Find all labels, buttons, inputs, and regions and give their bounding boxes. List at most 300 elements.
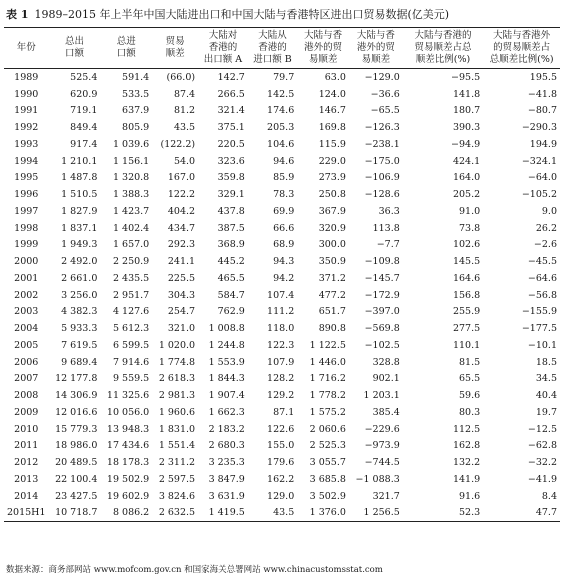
value-cell: (122.2): [160, 138, 196, 150]
value-cell: 122.6: [267, 423, 295, 435]
column-header: 大陆与香港外 的贸易顺差占 总顺差比例(%): [489, 30, 554, 65]
value-cell: 1 039.6: [112, 138, 150, 150]
year-cell: 1999: [14, 239, 39, 251]
value-cell: 1 388.3: [112, 189, 150, 201]
value-cell: −102.5: [364, 339, 400, 351]
column-header: 大陆对 香港的 出口额 A: [203, 30, 243, 65]
value-cell: 118.0: [267, 323, 295, 335]
value-cell: 169.8: [318, 122, 346, 134]
value-cell: 229.0: [318, 155, 346, 167]
value-cell: 129.2: [267, 390, 295, 402]
value-cell: 6 599.5: [112, 339, 150, 351]
header-row: [4, 28, 560, 69]
value-cell: 115.9: [318, 138, 346, 150]
value-cell: 2 661.0: [61, 272, 98, 284]
value-cell: −177.5: [521, 323, 557, 335]
value-cell: 533.5: [122, 88, 150, 100]
value-cell: −94.9: [451, 138, 481, 150]
year-cell: 1998: [14, 222, 39, 234]
value-cell: 321.4: [217, 105, 245, 117]
value-cell: 18 178.3: [106, 457, 150, 469]
value-cell: 1 510.5: [61, 189, 98, 201]
value-cell: 7 619.5: [61, 339, 98, 351]
value-cell: 1 419.5: [208, 507, 245, 519]
value-cell: 225.5: [167, 272, 196, 284]
value-cell: 1 716.2: [309, 373, 346, 385]
year-cell: 2000: [14, 256, 39, 268]
value-cell: 141.8: [452, 88, 481, 100]
value-cell: 220.5: [217, 138, 245, 150]
value-cell: 167.0: [167, 172, 196, 184]
year-cell: 2014: [14, 490, 39, 502]
value-cell: 1 402.4: [112, 222, 150, 234]
value-cell: 68.9: [273, 239, 295, 251]
value-cell: −175.0: [364, 155, 400, 167]
value-cell: 102.6: [452, 239, 481, 251]
value-cell: 1 662.3: [208, 406, 245, 418]
year-cell: 1990: [14, 88, 39, 100]
value-cell: 1 837.1: [61, 222, 98, 234]
value-cell: 85.9: [273, 172, 295, 184]
value-cell: 141.9: [452, 473, 481, 485]
table-row: [4, 337, 560, 354]
value-cell: 195.5: [529, 71, 557, 83]
value-cell: 2 311.2: [158, 457, 196, 469]
value-cell: −2.6: [533, 239, 557, 251]
value-cell: 43.5: [273, 507, 295, 519]
value-cell: 1 831.0: [158, 423, 196, 435]
table-row: [4, 253, 560, 270]
value-cell: 113.8: [372, 222, 400, 234]
value-cell: 304.3: [167, 289, 196, 301]
value-cell: 162.2: [267, 473, 295, 485]
year-cell: 2012: [14, 457, 39, 469]
value-cell: 81.5: [459, 356, 481, 368]
value-cell: 4 127.6: [112, 306, 150, 318]
value-cell: −569.8: [364, 323, 400, 335]
value-cell: 3 235.3: [208, 457, 245, 469]
value-cell: 205.3: [267, 122, 295, 134]
value-cell: 2 618.3: [158, 373, 196, 385]
value-cell: 719.1: [70, 105, 98, 117]
value-cell: 350.9: [318, 256, 346, 268]
year-cell: 1997: [14, 205, 39, 217]
column-header: 总进 口额: [116, 36, 136, 59]
value-cell: 890.8: [318, 323, 346, 335]
value-cell: 2 680.3: [208, 440, 245, 452]
value-cell: 19 502.9: [106, 473, 150, 485]
value-cell: 1 553.9: [208, 356, 245, 368]
value-cell: 142.5: [267, 88, 295, 100]
year-cell: 2009: [14, 406, 39, 418]
value-cell: 52.3: [459, 507, 481, 519]
value-cell: 69.9: [273, 205, 295, 217]
value-cell: 66.6: [273, 222, 295, 234]
table-row: [4, 186, 560, 203]
value-cell: 59.6: [459, 390, 481, 402]
value-cell: 1 778.2: [309, 390, 346, 402]
value-cell: −172.9: [364, 289, 400, 301]
value-cell: 2 632.5: [158, 507, 196, 519]
value-cell: 91.6: [459, 490, 481, 502]
year-cell: 2002: [14, 289, 39, 301]
value-cell: 1 008.8: [208, 323, 245, 335]
value-cell: 424.1: [452, 155, 481, 167]
value-cell: −155.9: [521, 306, 557, 318]
value-cell: −12.5: [527, 423, 557, 435]
year-cell: 2005: [14, 339, 39, 351]
table-row: [4, 203, 560, 220]
value-cell: −56.8: [527, 289, 557, 301]
year-cell: 1993: [14, 138, 39, 150]
value-cell: 5 612.3: [112, 323, 150, 335]
value-cell: 7 914.6: [112, 356, 150, 368]
value-cell: 255.9: [452, 306, 481, 318]
value-cell: 2 060.6: [309, 423, 346, 435]
value-cell: 63.0: [324, 71, 346, 83]
value-cell: (66.0): [166, 71, 196, 83]
table-header: [4, 28, 560, 69]
value-cell: 387.5: [217, 222, 245, 234]
value-cell: −129.0: [364, 71, 400, 83]
value-cell: 26.2: [535, 222, 557, 234]
value-cell: −62.8: [527, 440, 557, 452]
value-cell: 437.8: [217, 205, 245, 217]
table-row: [4, 103, 560, 120]
table-row: [4, 287, 560, 304]
value-cell: −229.6: [364, 423, 400, 435]
year-cell: 2013: [14, 473, 39, 485]
value-cell: 637.9: [122, 105, 150, 117]
value-cell: −32.2: [527, 457, 557, 469]
value-cell: 390.3: [452, 122, 481, 134]
value-cell: 917.4: [70, 138, 98, 150]
value-cell: 73.8: [459, 222, 481, 234]
value-cell: 156.8: [452, 289, 481, 301]
value-cell: 94.2: [273, 272, 295, 284]
value-cell: 1 122.5: [309, 339, 346, 351]
value-cell: 1 423.7: [112, 205, 150, 217]
year-cell: 2007: [14, 373, 39, 385]
year-cell: 2008: [14, 390, 39, 402]
value-cell: 3 631.9: [208, 490, 245, 502]
value-cell: −106.9: [364, 172, 400, 184]
table-body: [4, 69, 560, 522]
value-cell: 3 055.7: [309, 457, 346, 469]
value-cell: 1 774.8: [158, 356, 196, 368]
value-cell: 477.2: [318, 289, 346, 301]
value-cell: −65.5: [370, 105, 400, 117]
value-cell: −238.1: [364, 138, 400, 150]
value-cell: 65.5: [459, 373, 481, 385]
value-cell: 19 602.9: [106, 490, 150, 502]
value-cell: 87.4: [173, 88, 196, 100]
value-cell: 375.1: [217, 122, 245, 134]
data-source-note: 数据来源：商务部网站 www.mofcom.gov.cn 和国家海关总署网站 www.chinacustomsstat.com: [6, 565, 383, 575]
value-cell: 122.3: [267, 339, 295, 351]
table-row: [4, 153, 560, 170]
value-cell: −128.6: [364, 189, 400, 201]
column-header: 总出 口额: [64, 36, 84, 59]
column-header: 大陆与香港的 贸易顺差占总 顺差比例(%): [414, 30, 472, 65]
value-cell: 23 427.5: [55, 490, 98, 502]
value-cell: 94.6: [273, 155, 295, 167]
value-cell: 145.5: [452, 256, 481, 268]
year-cell: 2015H1: [7, 507, 46, 519]
value-cell: 1 210.1: [61, 155, 98, 167]
value-cell: −109.8: [364, 256, 400, 268]
value-cell: 122.2: [167, 189, 196, 201]
value-cell: 445.2: [217, 256, 245, 268]
value-cell: −64.6: [527, 272, 557, 284]
value-cell: 11 325.6: [106, 390, 150, 402]
column-header: 年份: [16, 42, 36, 53]
value-cell: 2 951.7: [112, 289, 150, 301]
value-cell: 320.9: [318, 222, 346, 234]
table-caption: [6, 6, 449, 22]
value-cell: 2 435.5: [112, 272, 150, 284]
year-cell: 1994: [14, 155, 39, 167]
value-cell: 254.7: [167, 306, 196, 318]
value-cell: 13 948.3: [106, 423, 150, 435]
value-cell: −95.5: [451, 71, 481, 83]
value-cell: 80.3: [459, 406, 481, 418]
value-cell: 1 020.0: [158, 339, 196, 351]
year-cell: 1996: [14, 189, 39, 201]
value-cell: −7.7: [376, 239, 400, 251]
value-cell: 1 827.9: [61, 205, 98, 217]
value-cell: 34.5: [535, 373, 557, 385]
value-cell: 323.6: [217, 155, 245, 167]
value-cell: 385.4: [372, 406, 400, 418]
value-cell: 40.4: [535, 390, 557, 402]
value-cell: 1 156.1: [112, 155, 150, 167]
table-row: [4, 505, 560, 522]
value-cell: 3 256.0: [61, 289, 98, 301]
value-cell: 620.9: [70, 88, 98, 100]
table-title: 1989–2015 年上半年中国大陆进出口和中国大陆与香港特区进出口贸易数据(亿美元): [34, 8, 450, 21]
value-cell: −290.3: [521, 122, 557, 134]
value-cell: 902.1: [372, 373, 400, 385]
year-cell: 2006: [14, 356, 39, 368]
value-cell: −973.9: [364, 440, 400, 452]
value-cell: 9.0: [541, 205, 557, 217]
value-cell: 1 551.4: [158, 440, 196, 452]
value-cell: 91.0: [459, 205, 481, 217]
value-cell: 329.1: [217, 189, 245, 201]
value-cell: 805.9: [122, 122, 150, 134]
value-cell: 124.0: [318, 88, 346, 100]
value-cell: 3 847.9: [208, 473, 245, 485]
column-header: 大陆与香 港外的贸 易顺差: [356, 30, 395, 65]
value-cell: 17 434.6: [106, 440, 150, 452]
value-cell: 78.3: [273, 189, 295, 201]
value-cell: 94.3: [273, 256, 295, 268]
table-number: 表 1: [6, 8, 29, 21]
value-cell: 5 933.3: [61, 323, 98, 335]
year-cell: 1989: [14, 71, 39, 83]
value-cell: 79.7: [273, 71, 295, 83]
value-cell: 142.7: [217, 71, 245, 83]
table-row: [4, 320, 560, 337]
value-cell: 2 525.3: [309, 440, 346, 452]
value-cell: 22 100.4: [55, 473, 98, 485]
value-cell: 107.4: [267, 289, 295, 301]
value-cell: 2 183.2: [208, 423, 245, 435]
value-cell: −1 088.3: [355, 473, 400, 485]
value-cell: 87.1: [273, 406, 295, 418]
table-row: [4, 354, 560, 371]
table-row: [4, 421, 560, 438]
value-cell: 107.9: [267, 356, 295, 368]
value-cell: −324.1: [521, 155, 557, 167]
value-cell: 359.8: [217, 172, 245, 184]
value-cell: 371.2: [318, 272, 346, 284]
table-row: [4, 438, 560, 455]
year-cell: 1995: [14, 172, 39, 184]
value-cell: 8.4: [541, 490, 557, 502]
value-cell: 1 256.5: [363, 507, 400, 519]
value-cell: 762.9: [217, 306, 245, 318]
value-cell: 8 086.2: [112, 507, 150, 519]
value-cell: 328.8: [372, 356, 400, 368]
value-cell: 651.7: [318, 306, 346, 318]
value-cell: 321.0: [167, 323, 196, 335]
value-cell: 12 177.8: [55, 373, 98, 385]
table-row: [4, 237, 560, 254]
value-cell: 465.5: [217, 272, 245, 284]
table-row: [4, 454, 560, 471]
value-cell: 2 492.0: [61, 256, 98, 268]
value-cell: 146.7: [318, 105, 346, 117]
table-row: [4, 69, 560, 86]
value-cell: −45.5: [527, 256, 557, 268]
value-cell: 591.4: [122, 71, 150, 83]
value-cell: −145.7: [364, 272, 400, 284]
table-row: [4, 371, 560, 388]
year-cell: 2003: [14, 306, 39, 318]
value-cell: 194.9: [529, 138, 557, 150]
value-cell: 1 376.0: [309, 507, 346, 519]
value-cell: 3 685.8: [309, 473, 346, 485]
value-cell: 47.7: [535, 507, 557, 519]
value-cell: −10.1: [527, 339, 557, 351]
value-cell: 180.7: [452, 105, 481, 117]
value-cell: −41.9: [527, 473, 557, 485]
value-cell: 18 986.0: [55, 440, 98, 452]
value-cell: 20 489.5: [55, 457, 98, 469]
value-cell: 36.3: [378, 205, 400, 217]
table-row: [4, 270, 560, 287]
year-cell: 2004: [14, 323, 39, 335]
value-cell: 277.5: [452, 323, 481, 335]
value-cell: 104.6: [267, 138, 295, 150]
table-row: [4, 387, 560, 404]
value-cell: 2 597.5: [158, 473, 196, 485]
value-cell: 321.7: [372, 490, 400, 502]
value-cell: 250.8: [318, 189, 346, 201]
trade-data-table: [4, 27, 560, 522]
value-cell: −80.7: [527, 105, 557, 117]
value-cell: 273.9: [318, 172, 346, 184]
value-cell: 3 502.9: [309, 490, 346, 502]
value-cell: −126.3: [364, 122, 400, 134]
value-cell: 241.1: [167, 256, 196, 268]
value-cell: 525.4: [70, 71, 98, 83]
year-cell: 1991: [14, 105, 39, 117]
value-cell: 54.0: [173, 155, 196, 167]
value-cell: 164.6: [452, 272, 481, 284]
value-cell: 2 981.3: [158, 390, 196, 402]
year-cell: 2011: [14, 440, 39, 452]
value-cell: 300.0: [318, 239, 346, 251]
value-cell: 81.2: [173, 105, 196, 117]
value-cell: 174.6: [267, 105, 295, 117]
value-cell: 1 657.0: [112, 239, 150, 251]
table-row: [4, 119, 560, 136]
year-cell: 2010: [14, 423, 39, 435]
value-cell: 434.7: [167, 222, 196, 234]
value-cell: −744.5: [364, 457, 400, 469]
value-cell: −36.6: [370, 88, 400, 100]
table-row: [4, 86, 560, 103]
table-row: [4, 471, 560, 488]
value-cell: 128.2: [267, 373, 295, 385]
value-cell: 12 016.6: [55, 406, 98, 418]
value-cell: 1 575.2: [309, 406, 346, 418]
value-cell: 849.4: [70, 122, 98, 134]
table-row: [4, 220, 560, 237]
value-cell: 4 382.3: [61, 306, 98, 318]
value-cell: 111.2: [267, 306, 295, 318]
value-cell: 1 320.8: [112, 172, 150, 184]
table-row: [4, 304, 560, 321]
value-cell: 1 949.3: [61, 239, 98, 251]
value-cell: 404.2: [167, 205, 196, 217]
value-cell: 9 559.5: [112, 373, 150, 385]
value-cell: 112.5: [452, 423, 481, 435]
value-cell: 132.2: [452, 457, 481, 469]
value-cell: 10 056.0: [106, 406, 150, 418]
value-cell: −41.8: [527, 88, 557, 100]
value-cell: 9 689.4: [61, 356, 98, 368]
value-cell: 164.0: [452, 172, 481, 184]
table-row: [4, 136, 560, 153]
value-cell: 1 203.1: [363, 390, 400, 402]
value-cell: 179.6: [267, 457, 295, 469]
value-cell: 1 446.0: [309, 356, 346, 368]
value-cell: 162.8: [452, 440, 481, 452]
table-row: [4, 404, 560, 421]
value-cell: −397.0: [364, 306, 400, 318]
value-cell: 14 306.9: [55, 390, 98, 402]
year-cell: 2001: [14, 272, 39, 284]
value-cell: 19.7: [535, 406, 557, 418]
value-cell: −64.0: [527, 172, 557, 184]
value-cell: 2 250.9: [112, 256, 150, 268]
value-cell: 1 844.3: [208, 373, 245, 385]
value-cell: 155.0: [267, 440, 295, 452]
column-header: 大陆从 香港的 进口额 B: [253, 30, 292, 65]
value-cell: 43.5: [173, 122, 196, 134]
value-cell: 1 907.4: [208, 390, 245, 402]
value-cell: 292.3: [167, 239, 196, 251]
value-cell: 584.7: [217, 289, 245, 301]
value-cell: 129.0: [267, 490, 295, 502]
table-row: [4, 488, 560, 505]
value-cell: 15 779.3: [55, 423, 98, 435]
value-cell: −105.2: [521, 189, 557, 201]
